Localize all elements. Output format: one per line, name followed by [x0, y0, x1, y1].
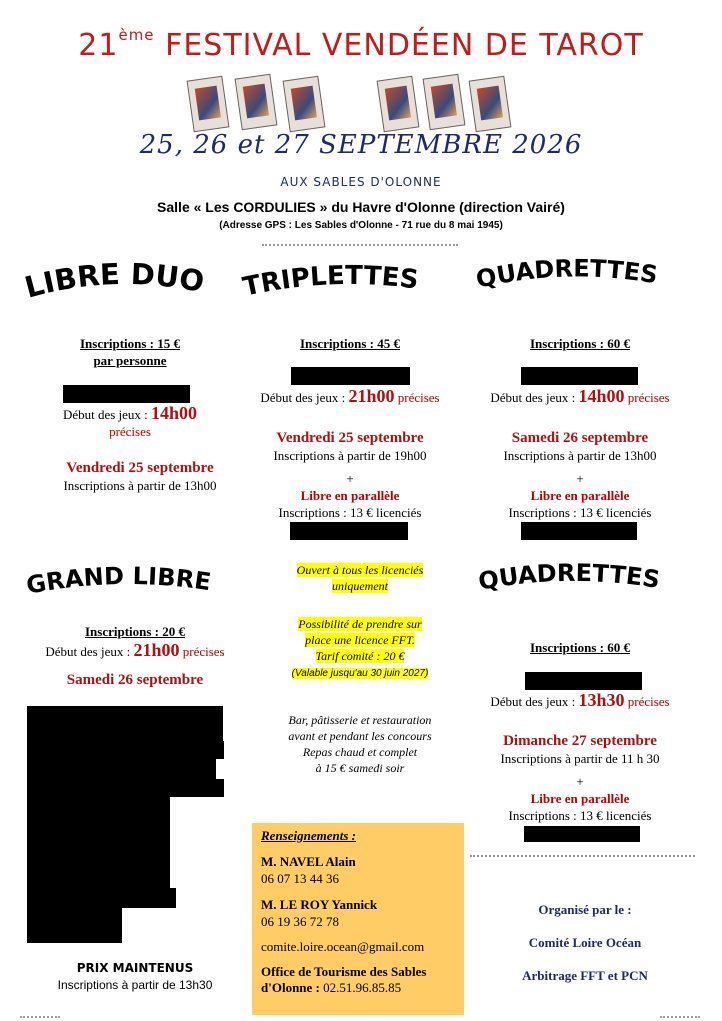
contact-box: [252, 823, 464, 1015]
precises: précises: [627, 390, 670, 405]
tourism-office-line-2: [261, 980, 401, 996]
quadrettes1-day: Samedi 26 septembre: [511, 430, 649, 446]
quadrettes-title-2: QUADRETTES: [476, 560, 662, 596]
festival-title: [0, 28, 722, 63]
redacted-block: [27, 852, 170, 888]
triplettes-start: [240, 388, 460, 406]
redacted-block: [525, 672, 642, 690]
redacted-block: [524, 826, 640, 842]
bar-line-3: Repas chaud et complet: [302, 745, 418, 759]
redacted-block: [27, 908, 122, 943]
libre-duo-day: Vendredi 25 septembre: [66, 460, 214, 476]
plus-sign: +: [576, 774, 584, 789]
bar-line-1: Bar, pâtisserie et restauration: [288, 713, 432, 727]
libre-duo-start: [20, 405, 240, 440]
redacted-block: [521, 522, 637, 540]
debut-label: Début des jeux :: [490, 694, 576, 709]
precises: précises: [182, 644, 225, 659]
triplettes-day-block: [240, 430, 460, 521]
quadrettes1-hour: 14h00: [578, 386, 625, 406]
triplettes-parallel-price: Inscriptions : 13 € licenciés: [278, 505, 422, 520]
plus-sign: +: [346, 471, 354, 486]
triplettes-hour: 21h00: [348, 386, 395, 406]
libre-duo-section: [20, 335, 240, 369]
organiser-block: [480, 901, 690, 984]
gps-address: (Adresse GPS : Les Sables d'Olonne - 71 rue du 8 mai 1945): [219, 220, 503, 231]
contact-2-name: M. LE ROY Yannick: [261, 897, 378, 912]
libre-duo-par-personne: par personne: [93, 353, 167, 368]
contact-1-phone: 06 07 13 44 36: [261, 871, 339, 886]
bar-line-4: à 15 € samedi soir: [315, 761, 405, 775]
debut-label: Début des jeux :: [260, 390, 346, 405]
precises: précises: [627, 694, 670, 709]
quadrettes1-inscr-from: Inscriptions à partir de 13h00: [503, 448, 657, 463]
redacted-block: [27, 706, 223, 741]
precises: précises: [397, 390, 440, 405]
triplettes-price: Inscriptions : 45 €: [299, 336, 401, 351]
libre-duo-inscr-from: Inscriptions à partir de 13h00: [63, 478, 217, 493]
middle-info: [250, 562, 470, 776]
organiser-arbitrage: Arbitrage FFT et PCN: [522, 968, 648, 983]
triplettes-title: TRIPLETTES: [240, 260, 421, 303]
quadrettes2-day-block: [470, 733, 690, 824]
redacted-block: [291, 367, 410, 385]
redacted-block: [27, 888, 176, 908]
bar-line-2: avant et pendant les concours: [288, 729, 432, 743]
licence-line-2: place une licence FFT.: [305, 633, 415, 647]
tourism-office-phone: 02.51.96.85.85: [323, 980, 402, 995]
venue-name: Salle « Les CORDULIES » du Havre d'Olonne (direction Vairé): [157, 199, 565, 215]
redacted-block: [63, 385, 190, 403]
quadrettes1-price: Inscriptions : 60 €: [529, 336, 631, 351]
tourism-office-line-1: Office de Tourisme des Sables: [261, 964, 427, 979]
quadrettes2-section: [470, 639, 690, 656]
grand-libre-hour: 21h00: [133, 640, 180, 660]
libre-duo-title: LIBRE DUO: [21, 256, 207, 305]
quadrettes2-parallel: Libre en parallèle: [530, 791, 630, 806]
debut-label: Début des jeux :: [45, 644, 131, 659]
title-text: FESTIVAL VENDÉEN DE TAROT: [165, 28, 644, 63]
libre-duo-hour: 14h00: [151, 403, 198, 423]
grand-libre-inscr-from: Inscriptions à partir de 13h30: [57, 978, 213, 992]
divider-bottom-right: [660, 1016, 700, 1018]
prix-maintenus: PRIX MAINTENUS: [76, 961, 194, 975]
contact-1-name: M. NAVEL Alain: [261, 854, 356, 869]
edition-suffix: ème: [118, 26, 155, 44]
quadrettes2-start: [470, 692, 690, 710]
quadrettes2-parallel-price: Inscriptions : 13 € licenciés: [508, 808, 652, 823]
open-line-1: Ouvert à tous les licenciés: [296, 563, 424, 577]
redacted-block: [521, 367, 638, 385]
triplettes-day: Vendredi 25 septembre: [276, 430, 424, 446]
contact-title: Renseignements :: [261, 828, 356, 843]
quadrettes2-price: Inscriptions : 60 €: [529, 640, 631, 655]
redacted-block: [27, 759, 216, 779]
triplettes-parallel: Libre en parallèle: [300, 488, 400, 503]
valable-line: (Valable jusqu'au 30 juin 2027): [291, 668, 429, 679]
tarif-line: Tarif comité : 20 €: [315, 649, 405, 663]
debut-label: Début des jeux :: [490, 390, 576, 405]
redacted-block: [290, 522, 408, 540]
quadrettes-title-1: QUADRETTES: [473, 254, 660, 294]
triplettes-section: [240, 335, 460, 352]
quadrettes2-hour: 13h30: [578, 690, 625, 710]
grand-libre-day: Samedi 26 septembre: [66, 672, 204, 688]
quadrettes1-start: [470, 388, 690, 406]
festival-place: AUX SABLES D'OLONNE: [280, 175, 442, 189]
libre-duo-day-block: [20, 460, 260, 494]
tourism-office-label: d'Olonne :: [261, 980, 320, 995]
redacted-block: [27, 779, 224, 797]
libre-duo-price: Inscriptions : 15 €: [79, 336, 181, 351]
divider-right: [470, 855, 695, 857]
grand-libre-section: [20, 623, 250, 689]
licence-line-1: Possibilité de prendre sur: [298, 617, 422, 631]
festival-dates: 25, 26 et 27 SEPTEMBRE 2026: [139, 130, 583, 160]
organiser-comite: Comité Loire Océan: [528, 935, 642, 950]
contact-email[interactable]: comite.loire.ocean@gmail.com: [261, 939, 425, 954]
triplettes-inscr-from: Inscriptions à partir de 19h00: [273, 448, 427, 463]
quadrettes1-section: [470, 335, 690, 352]
divider-bottom-left: [20, 1016, 60, 1018]
contact-2-phone: 06 19 36 72 78: [261, 914, 339, 929]
redacted-block: [27, 741, 224, 759]
open-line-2: uniquement: [332, 579, 388, 593]
redacted-block: [27, 797, 170, 852]
debut-label: Début des jeux :: [62, 407, 148, 422]
quadrettes2-day: Dimanche 27 septembre: [503, 733, 657, 749]
organise-label: Organisé par le :: [538, 902, 632, 917]
grand-libre-price: Inscriptions : 20 €: [84, 624, 186, 639]
edition-number: 21: [78, 28, 119, 63]
prix-block: [20, 960, 250, 994]
section-titles-top: [0, 250, 722, 320]
quadrettes1-day-block: [470, 430, 690, 521]
grand-libre-title: GRAND LIBRE: [24, 561, 213, 600]
quadrettes1-parallel-price: Inscriptions : 13 € licenciés: [508, 505, 652, 520]
plus-sign: +: [576, 471, 584, 486]
divider-top: [262, 244, 458, 246]
quadrettes2-inscr-from: Inscriptions à partir de 11 h 30: [500, 751, 660, 766]
quadrettes1-parallel: Libre en parallèle: [530, 488, 630, 503]
precises: précises: [109, 424, 151, 439]
